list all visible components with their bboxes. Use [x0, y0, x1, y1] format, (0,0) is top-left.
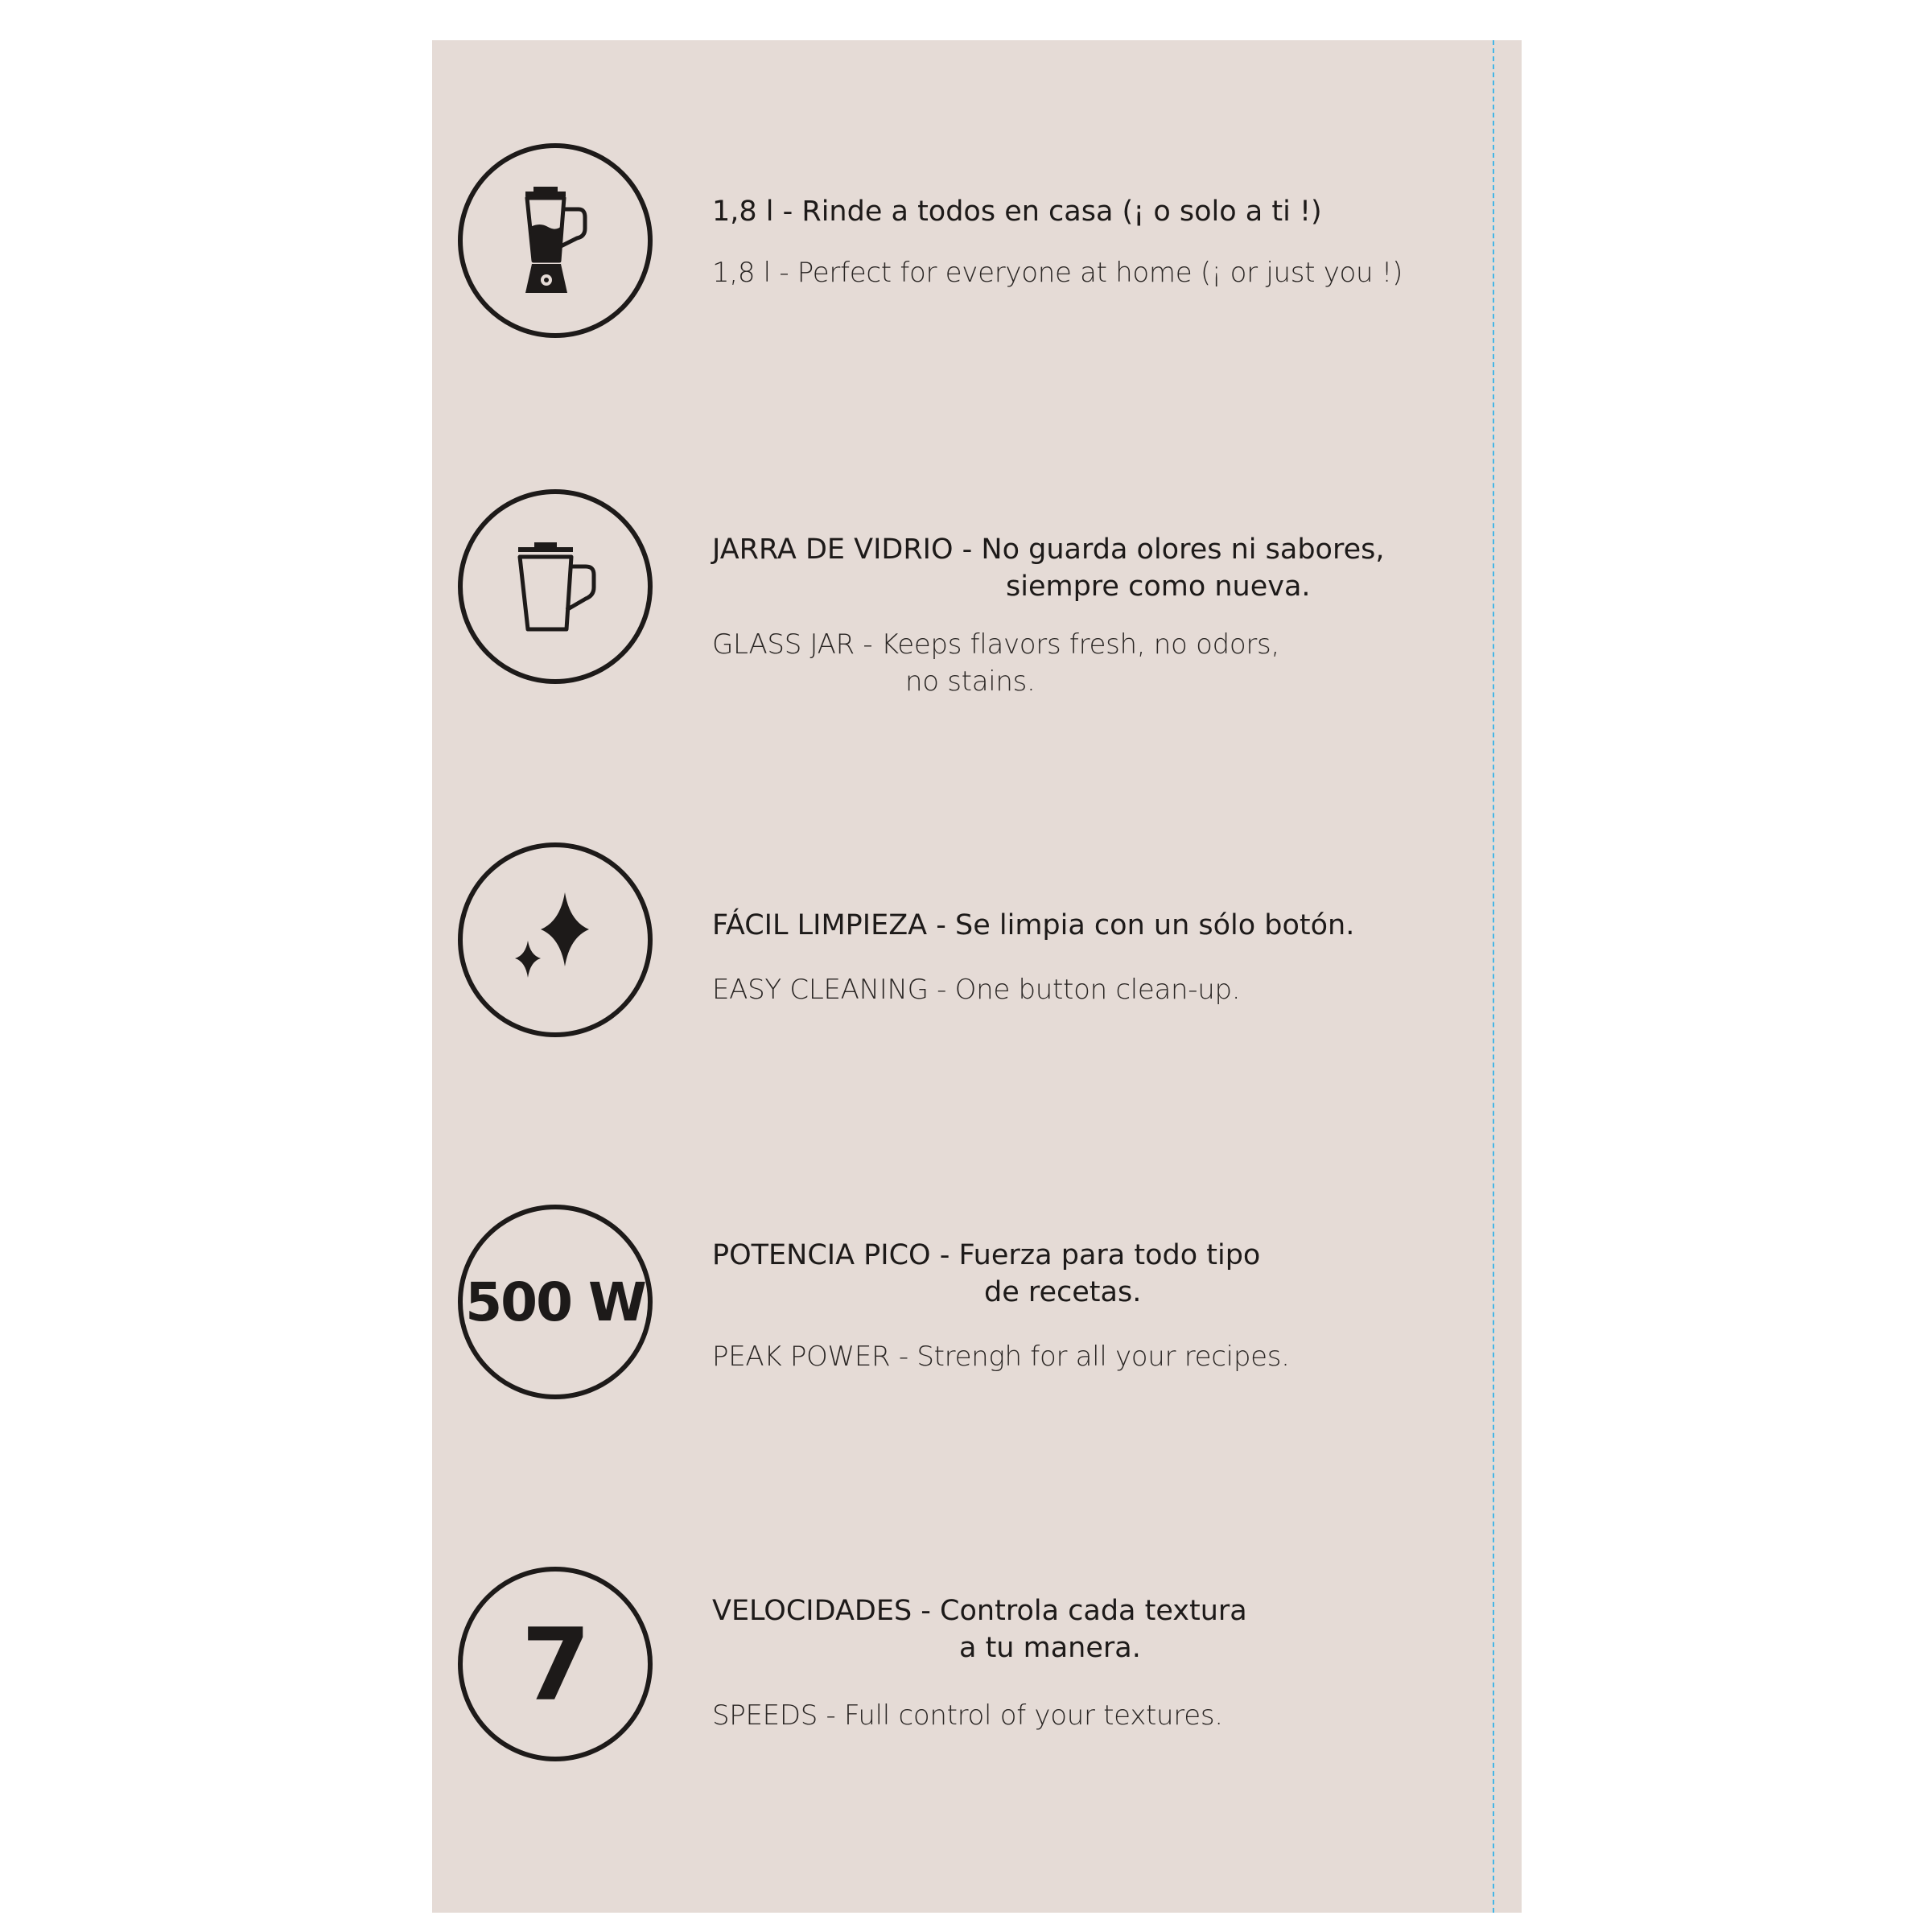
sparkle-icon: [507, 888, 603, 992]
power-badge: [458, 1205, 653, 1399]
trim-guide-line: [1493, 40, 1494, 1913]
speeds-es-line2: a tu manera.: [959, 1632, 1141, 1664]
power-en-text: PEAK POWER - Strengh for all your recipes.: [712, 1341, 1290, 1373]
feature-panel: [432, 40, 1522, 1913]
capacity-en-text: 1,8 l - Perfect for everyone at home (¡ or just you !): [712, 257, 1403, 289]
glass-jar-es-line1: JARRA DE VIDRIO - No guarda olores ni sabores,: [712, 533, 1385, 566]
cleaning-en-text: EASY CLEANING - One button clean-up.: [712, 974, 1241, 1006]
glass-jar-badge: [458, 489, 653, 684]
power-badge-text: 500 W: [465, 1271, 645, 1333]
glass-jar-en-line1: GLASS JAR - Keeps flavors fresh, no odors,: [712, 628, 1279, 661]
power-es-line2: de recetas.: [984, 1276, 1142, 1308]
cleaning-badge: [458, 842, 653, 1037]
speeds-en-text: SPEEDS - Full control of your textures.: [712, 1699, 1223, 1732]
speeds-badge: [458, 1567, 653, 1761]
glass-jar-icon: [507, 534, 603, 639]
power-es-line1: POTENCIA PICO - Fuerza para todo tipo: [712, 1239, 1261, 1271]
capacity-es-text: 1,8 l - Rinde a todos en casa (¡ o solo a ti !): [712, 196, 1322, 228]
glass-jar-en-line2: no stains.: [905, 665, 1036, 698]
speeds-es-line1: VELOCIDADES - Controla cada textura: [712, 1595, 1247, 1627]
speeds-badge-text: 7: [521, 1608, 590, 1724]
cleaning-es-text: FÁCIL LIMPIEZA - Se limpia con un sólo botón.: [712, 909, 1355, 941]
blender-icon: [511, 180, 599, 301]
glass-jar-es-line2: siempre como nueva.: [1006, 571, 1311, 603]
capacity-badge: [458, 143, 653, 338]
